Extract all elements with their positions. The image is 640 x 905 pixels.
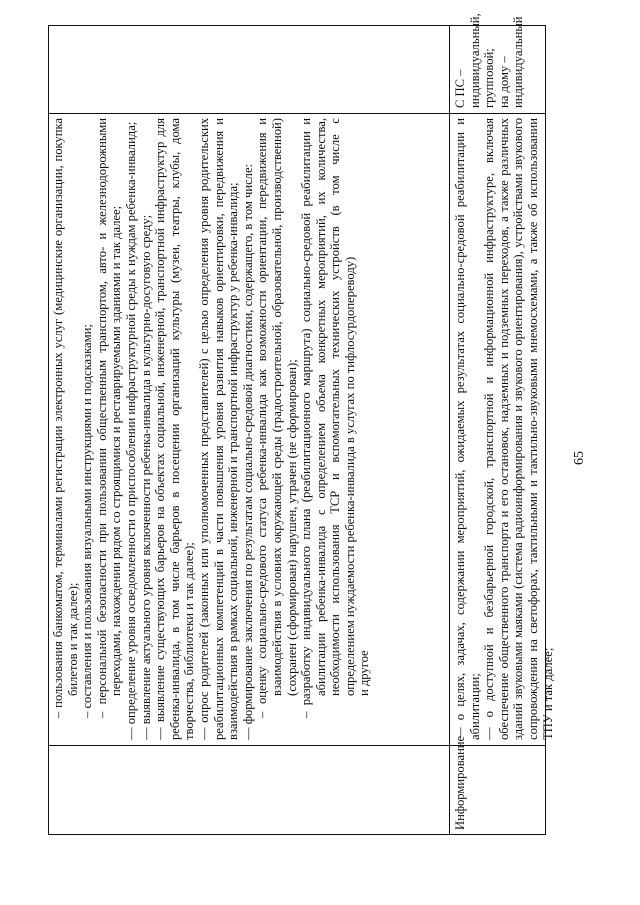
row1-line: и другое (357, 650, 372, 696)
form-line: индивидуальный (511, 16, 526, 108)
form-line: С ПС – (453, 69, 467, 108)
row1-line: — формирование заключения по результатам социально-средовой диагностики, содержащего, в том числе: (240, 163, 255, 740)
row1-line: — определение уровня осведомленности о приспособлении инфраструктурной среды к нуждам ребенка-инвалида; (123, 121, 138, 740)
row1-content (49, 114, 449, 744)
row-divider (449, 26, 450, 834)
row1-line: — опрос родителей (законных или уполномоченных представителей) с целью определения уровня родительских реабилитационных компетенций в части повышения уровня развития навыков ориентировки, передвижения и взаимодействия в рамках социальной, инженерной и транспортной инфраструктур у ребенка-инвалида; (196, 118, 241, 740)
category-informing: Информирование (453, 735, 467, 830)
row1-line: – разработку индивидуального плана (реабилитационного маршрута) социально-средовой реабилитации и абилитации ребенка-инвалида с определением объема конкретных мероприятий, их количества, необходимости использования ТСР и вспомогательных технических устройств (в том числе с определением нуждаемости ребенка-инвалида в услугах по тифлосурдопереводу) (299, 118, 357, 718)
form-line: групповой; (482, 48, 497, 108)
row2-line: — о доступной и безбарьерной городской, транспортной и информационной инфраструктуре, включая обеспечение общественного транспорта и его остановок, надземных и подземных переходов, а также различных зданий звуковыми маяками (система радиоинформирования и звукового ориентирования), устройствами звукового сопровождения на светофорах, тактильными и тактильно-звуковыми мнемосхемами, а также об использовании ТПУ и так далее; (482, 118, 555, 740)
row2-form (451, 13, 547, 112)
row1-line: — выявление актуального уровня включенности ребенка-инвалида в культурно-досуговую среду; (138, 214, 153, 740)
row1-line: – пользования банкоматом, терминалами регистрации электронных услуг (медицинские организации, покупка билетов и так далее); (51, 118, 80, 718)
row1-line: — выявление существующих барьеров на объектах социальной, инженерной, транспортной инфраструктур для ребенка-инвалида, в том числе барьеров в посещении организаций культуры (музеи, театры, клубы, дома творчества, библиотеки и так далее); (153, 118, 197, 740)
form-line: на дому – (496, 56, 511, 108)
services-table (48, 13, 555, 835)
form-line: индивидуальный, (467, 13, 482, 108)
row2-line: — о целях, задачах, содержании мероприятий, ожидаемых результатах социально-средовой реабилитации и абилитации; (453, 118, 482, 740)
row1-line: – персональной безопасности при пользовании общественным транспортом, авто- и железнодорожными переходами, нахождении рядом со строящимися и реставрируемыми зданиями и так далее; (94, 118, 124, 718)
row1-line: – составления и пользования визуальными инструкциями и подсказками; (80, 324, 95, 718)
page-number: 65 (572, 451, 587, 465)
row2-content (451, 114, 555, 744)
row1-line: – оценку социально-средового статуса ребенка-инвалида как возможности ориентации, передвижения и взаимодействия в условиях окружающей среды (градостроительной, образовательной, производственной) (сохранен (сформирован) нарушен, утрачен (не сформирован); (255, 118, 299, 718)
